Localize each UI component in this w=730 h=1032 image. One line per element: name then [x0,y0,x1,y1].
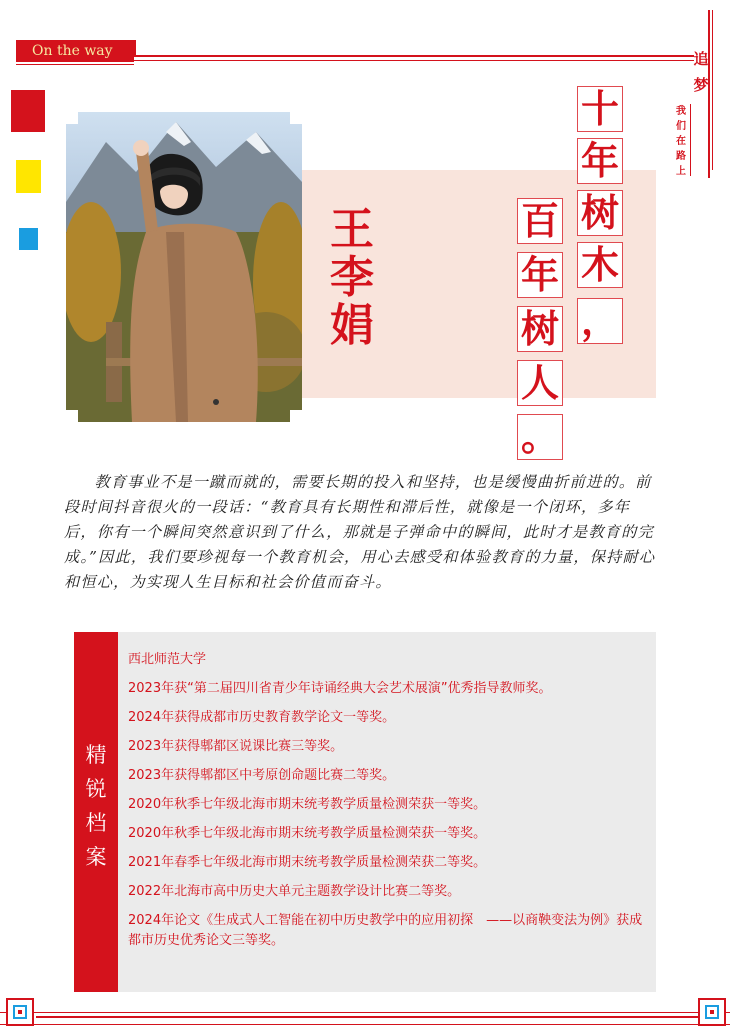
title-char-cell: 人 [517,360,563,406]
decor-blue-square [19,228,38,250]
photo-corner-notch [66,410,78,422]
title-char-cell: 树 [517,306,563,352]
photo-corner-notch [66,112,78,124]
name-char: 娟 [330,300,374,351]
footer-line [0,1012,730,1013]
archive-title-char: 精 [85,743,107,767]
archive-title-char: 锐 [85,777,107,801]
corner-knot-ornament [698,998,726,1026]
archive-item: 2020年秋季七年级北海市期末统考教学质量检测荣获一等奖。 [128,826,487,841]
archive-title-char: 案 [85,845,107,869]
decor-red-square [11,90,45,132]
portrait-photo [66,112,302,422]
archive-item: 2021年春季七年级北海市期末统考教学质量检测荣获二等奖。 [128,855,487,870]
right-subtitle-char: 我 [676,106,686,117]
title-char-cell: ， [577,298,623,344]
title-char-cell: 年 [517,252,563,298]
archive-list [128,650,648,960]
header-divider [134,55,694,57]
right-title-char: 追 [693,50,709,68]
right-vertical-title [692,46,710,98]
title-char-cell: 。 [517,414,563,460]
title-char-cell: 十 [577,86,623,132]
archive-title [74,738,118,874]
footer-line [36,1016,700,1018]
right-subtitle-char: 们 [676,121,686,132]
right-subtitle-line [690,104,691,176]
name-char: 李 [330,252,374,303]
header-divider [16,64,134,65]
archive-item: 西北师范大学 [128,652,207,667]
photo-corner-notch [290,112,302,124]
archive-item: 2022年北海市高中历史大单元主题教学设计比赛二等奖。 [128,884,461,899]
right-subtitle-char: 路 [676,151,686,162]
person-name [324,206,380,350]
right-vertical-subtitle [674,104,688,179]
archive-item: 2024年获得成都市历史教育教学论文一等奖。 [128,710,396,725]
archive-item: 2024年论文《生成式人工智能在初中历史教学中的应用初探 ——以商鞅变法为例》获成都市历史优秀论文三等奖。 [128,913,643,948]
archive-item: 2023年获“第二届四川省青少年诗诵经典大会艺术展演”优秀指导教师奖。 [128,681,552,696]
title-char-cell: 年 [577,138,623,184]
title-char-cell: 木 [577,242,623,288]
title-char-cell: 百 [517,198,563,244]
corner-knot-ornament [6,998,34,1026]
intro-paragraph: 教育事业不是一蹴而就的，需要长期的投入和坚持，也是缓慢曲折前进的。前段时间抖音很火的一段话：“教育具有长期性和滞后性，就像是一个闭环，多年后，你有一个瞬间突然意识到了什么，那就是子弹命中的瞬间，此时才是教育的完成。”因此，我们要珍视每一个教育机会，用心去感受和体验教育的力量，保持耐心和恒心，为实现人生目标和社会价值而奋斗。 [64,473,656,591]
title-char-cell: 树 [577,190,623,236]
right-subtitle-char: 在 [676,136,686,147]
archive-title-char: 档 [85,811,107,835]
right-title-char: 梦 [693,76,709,94]
decor-yellow-square [16,160,41,193]
archive-item: 2023年获得郫都区说课比赛三等奖。 [128,739,344,754]
right-frame-line [712,10,713,170]
header-divider [134,60,694,61]
header-tag: On the way [16,40,134,62]
archive-item: 2020年秋季七年级北海市期末统考教学质量检测荣获一等奖。 [128,797,487,812]
photo-corner-notch [290,410,302,422]
right-subtitle-char: 上 [676,166,686,177]
archive-item: 2023年获得郫都区中考原创命题比赛二等奖。 [128,768,396,783]
header-divider [134,40,136,56]
portrait-illustration [66,112,302,422]
name-char: 王 [330,204,374,255]
footer-line [0,1024,730,1025]
